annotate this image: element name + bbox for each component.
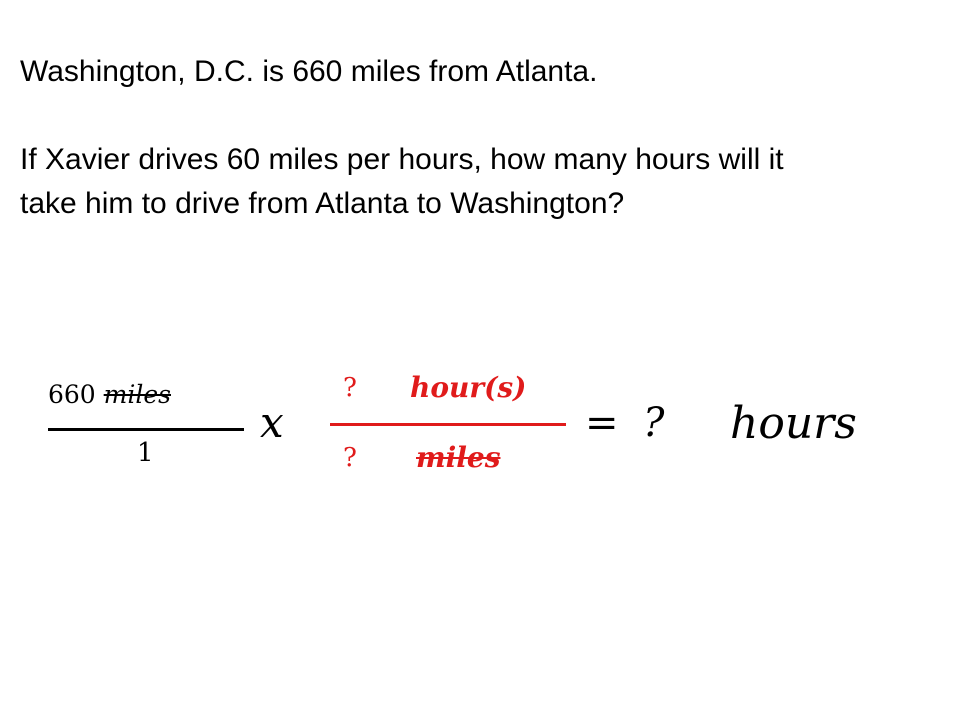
conversion-denominator-unit-cancelled: miles: [416, 441, 501, 474]
result-unit: hours: [730, 398, 857, 449]
fraction-distance-bar: [48, 428, 244, 431]
times-symbol: x: [260, 398, 284, 447]
result-unknown: ?: [643, 400, 665, 446]
conversion-denominator-unknown: ?: [343, 443, 357, 473]
distance-value: 660: [48, 380, 96, 409]
distance-unit-cancelled: miles: [103, 380, 171, 409]
problem-question: If Xavier drives 60 miles per hours, how many hours will it take him to drive from Atlanta to Washington?: [20, 143, 784, 220]
conversion-numerator-unknown: ?: [343, 373, 357, 403]
word-problem: [20, 50, 840, 226]
fraction-conversion-bar: [330, 423, 566, 426]
fraction-distance-numerator: [48, 380, 171, 409]
conversion-numerator-unit: hour(s): [410, 371, 527, 404]
equals-sign: =: [585, 400, 619, 446]
problem-statement-distance: Washington, D.C. is 660 miles from Atlanta.: [20, 55, 598, 88]
fraction-distance-denominator: 1: [137, 438, 154, 468]
